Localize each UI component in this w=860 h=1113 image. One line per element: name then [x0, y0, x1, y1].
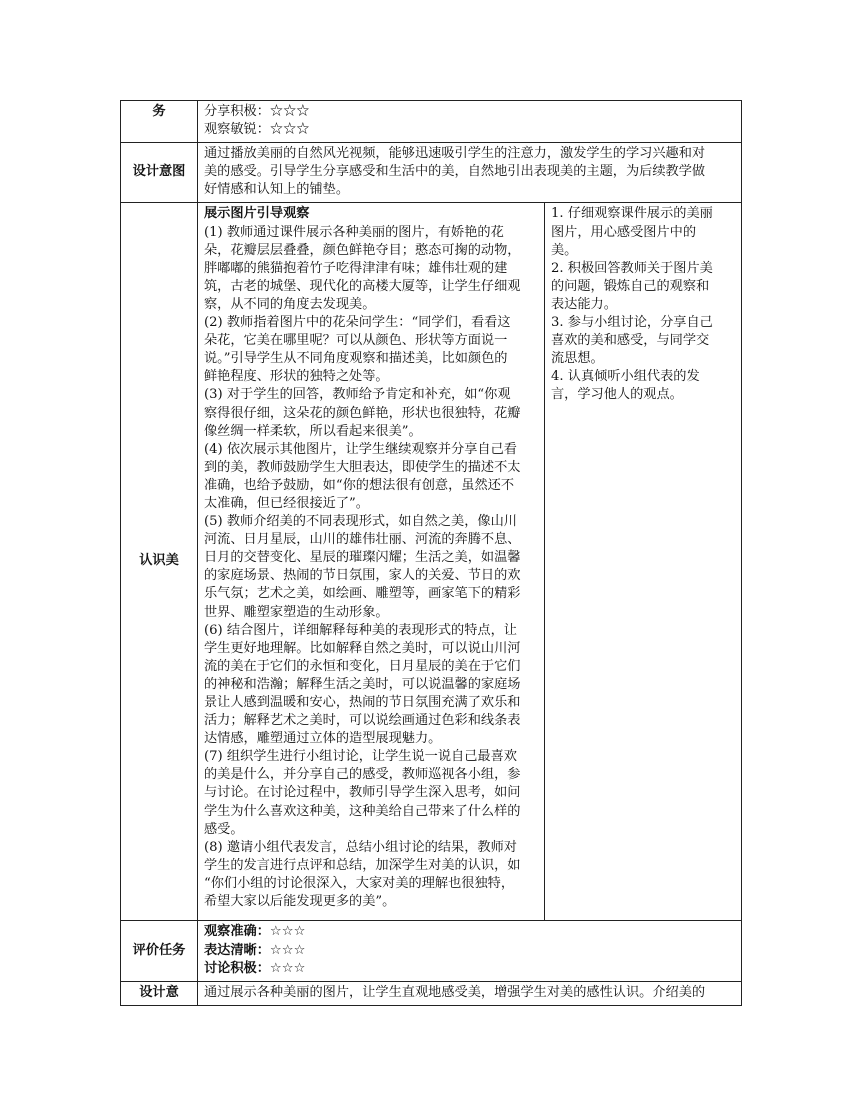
student-activity-line: 4. 认真倾听小组代表的发	[551, 369, 700, 385]
student-activity-line: 图片，用心感受图片中的	[551, 224, 697, 240]
task-criteria-cell	[198, 101, 742, 143]
student-activity-line: 美。	[551, 242, 578, 258]
evaluation-criteria-cell	[198, 921, 742, 981]
teacher-activity-line: 说。”引导学生从不同角度观察和描述美，比如颜色的	[204, 351, 508, 367]
criteria-line: 观察敏锐：☆☆☆	[204, 122, 310, 138]
teacher-activity-line: 的美是什么，并分享自己的感受，教师巡视各小组，参	[204, 767, 521, 783]
teacher-activity-line: 日月的交替变化、星辰的璀璨闪耀；生活之美，如温馨	[204, 550, 521, 566]
teacher-activity-cell	[198, 203, 545, 921]
teacher-activity-line: 朵，花瓣层层叠叠，颜色鲜艳夺目；憨态可掬的动物，	[204, 242, 521, 258]
teacher-activity-line: 的家庭场景、热闹的节日氛围，家人的关爱、节日的欢	[204, 568, 521, 584]
teacher-activity-line: (5) 教师介绍美的不同表现形式，如自然之美，像山川	[204, 514, 517, 530]
teacher-activity-line: (2) 教师指着图片中的花朵问学生：“同学们，看看这	[204, 315, 511, 331]
teacher-activity-line: 世界、雕塑家塑造的生动形象。	[204, 604, 389, 620]
teacher-activity-line: 流的美在于它们的永恒和变化，日月星辰的美在于它们	[204, 658, 521, 674]
student-activity-line: 3. 参与小组讨论，分享自己	[551, 315, 713, 331]
design-intent-line: 通过展示各种美丽的图片，让学生直观地感受美，增强学生对美的感性认识。介绍美的	[204, 984, 706, 1000]
row-recognize-beauty	[121, 203, 742, 921]
design-intent-line: 通过播放美丽的自然风光视频，能够迅速吸引学生的注意力，激发学生的学习兴趣和对	[204, 146, 706, 162]
teacher-activity-line: (4) 依次展示其他图片，让学生继续观察并分享自己看	[204, 441, 517, 457]
teacher-activity-line: 朵花，它美在哪里呢？可以从颜色、形状等方面说一	[204, 333, 508, 349]
teacher-activity-line: 景让人感到温暖和安心，热闹的节日氛围充满了欢乐和	[204, 695, 521, 710]
teacher-activity-line: 鲜艳程度、形状的独特之处等。	[204, 369, 389, 385]
evaluation-line: 表达清晰：☆☆☆	[204, 942, 306, 958]
teacher-activity-line: 河流、日月星辰，山川的雄伟壮丽、河流的奔腾不息、	[204, 532, 521, 548]
teacher-activity-line: 察得很仔细，这朵花的颜色鲜艳，形状也很独特，花瓣	[204, 405, 521, 421]
teacher-activity-line: (7) 组织学生进行小组讨论，让学生说一说自己最喜欢	[204, 749, 517, 765]
activity-heading: 展示图片引导观察	[204, 206, 310, 222]
design-intent-line: 好情感和认知上的铺垫。	[204, 182, 350, 198]
design-intent-cell-2	[198, 981, 742, 1005]
teacher-activity-line: 像丝绸一样柔软，所以看起来很美”。	[204, 423, 422, 439]
student-activity-cell	[545, 203, 742, 921]
student-activity-line: 的问题，锻炼自己的观察和	[551, 278, 710, 294]
teacher-activity-line: (8) 邀请小组代表发言，总结小组讨论的结果，教师对	[204, 839, 517, 855]
teacher-activity-line: 到的美，教师鼓励学生大胆表达，即使学生的描述不太	[204, 459, 521, 475]
teacher-activity-line: (3) 对于学生的回答，教师给予肯定和补充，如“你观	[204, 387, 511, 403]
student-activity-line: 言，学习他人的观点。	[551, 387, 683, 403]
student-activity-line: 流思想。	[551, 351, 604, 367]
student-activity-line: 喜欢的美和感受，与同学交	[551, 333, 710, 349]
teacher-activity-line: 感受。	[204, 821, 244, 837]
row-design-intent-1	[121, 143, 742, 203]
design-intent-label: 设计意图	[132, 164, 186, 180]
row-design-intent-2	[121, 981, 742, 1005]
teacher-activity-line: 太准确，但已经很接近了”。	[204, 495, 369, 511]
teacher-activity-line: 希望大家以后能发现更多的美”。	[204, 894, 396, 910]
teacher-activity-line: 学生的发言进行点评和总结，加深学生对美的认识，如	[204, 857, 521, 873]
design-intent-line: 美的感受。引导学生分享感受和生活中的美，自然地引出表现美的主题，为后续教学做	[204, 164, 706, 180]
criteria-line: 分享积极：☆☆☆	[204, 104, 310, 119]
student-activity-line: 1. 仔细观察课件展示的美丽	[551, 206, 713, 222]
evaluation-line: 讨论积极：☆☆☆	[204, 960, 306, 976]
design-intent-cell	[198, 143, 742, 203]
evaluation-line: 观察准确：☆☆☆	[204, 924, 306, 940]
teacher-activity-line: 胖嘟嘟的熊猫抱着竹子吃得津津有味；雄伟壮观的建	[204, 260, 508, 276]
teacher-activity-line: 活力；解释艺术之美时，可以说绘画通过色彩和线条表	[204, 713, 521, 729]
lesson-plan-table	[120, 100, 742, 1006]
teacher-activity-line: 学生更好地理解。比如解释自然之美时，可以说山川河	[204, 640, 521, 656]
row-label-recognize-beauty: 认识美	[121, 203, 198, 921]
teacher-activity-line: 察，从不同的角度去发现美。	[204, 296, 376, 312]
evaluation-task-label: 评价任务	[132, 942, 186, 958]
teacher-activity-line: “你们小组的讨论很深入，大家对美的理解也很独特，	[204, 875, 515, 891]
teacher-activity-line: 达情感，雕塑通过立体的造型展现魅力。	[204, 731, 442, 747]
row-label-design-intent-2: 设计意	[121, 981, 198, 1005]
teacher-activity-line: 准确，也给予鼓励，如“你的想法很有创意，虽然还不	[204, 477, 515, 493]
teacher-activity-line: 与讨论。在讨论过程中，教师引导学生深入思考，如问	[204, 785, 521, 801]
student-activity-line: 表达能力。	[551, 296, 617, 312]
student-activity-line: 2. 积极回答教师关于图片美	[551, 260, 713, 276]
teacher-activity-line: (6) 结合图片，详细解释每种美的表现形式的特点，让	[204, 622, 517, 638]
teacher-activity-line: (1) 教师通过课件展示各种美丽的图片，有娇艳的花	[204, 224, 504, 240]
row-label-design-intent	[121, 143, 198, 203]
row-task-top	[121, 101, 742, 143]
row-evaluation-task	[121, 921, 742, 981]
teacher-activity-line: 的神秘和浩瀚；解释生活之美时，可以说温馨的家庭场	[204, 676, 521, 692]
row-label-evaluation-task	[121, 921, 198, 981]
row-label-task: 务	[121, 101, 198, 143]
teacher-activity-line: 学生为什么喜欢这种美，这种美给自己带来了什么样的	[204, 803, 521, 819]
teacher-activity-line: 筑，古老的城堡、现代化的高楼大厦等，让学生仔细观	[204, 278, 521, 294]
teacher-activity-line: 乐气氛；艺术之美，如绘画、雕塑等，画家笔下的精彩	[204, 586, 521, 602]
